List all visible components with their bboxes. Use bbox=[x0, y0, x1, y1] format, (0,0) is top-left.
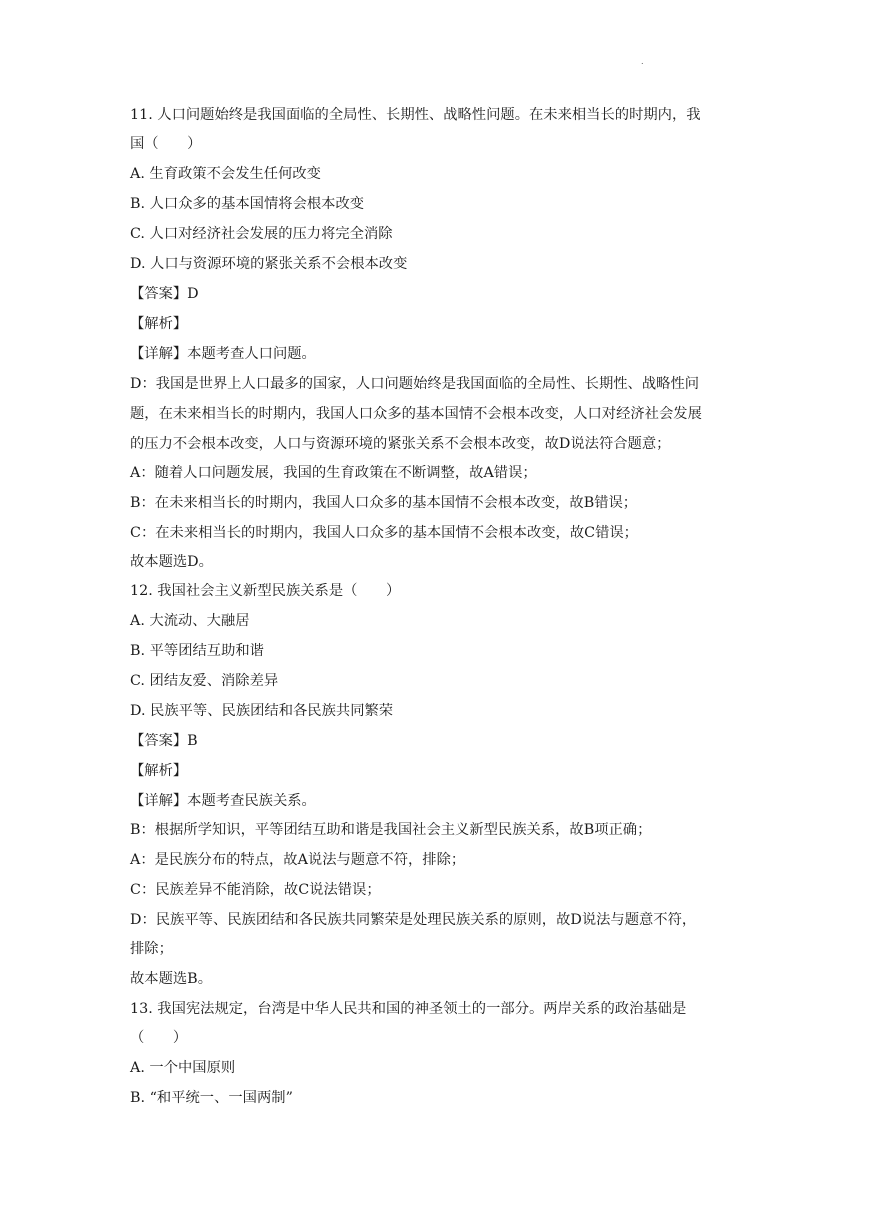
question-11-stem: 11. 人口问题始终是我国面临的全局性、长期性、战略性问题。在未来相当长的时期内，我 bbox=[130, 107, 701, 123]
explanation-11-d-line2: 题，在未来相当长的时期内，我国人口众多的基本国情不会根本改变，人口对经济社会发展 bbox=[130, 406, 702, 422]
option-12-c: C. 团结友爱、消除差异 bbox=[130, 673, 279, 689]
explanation-11-d-line3: 的压力不会根本改变，人口与资源环境的紧张关系不会根本改变，故D说法符合题意； bbox=[130, 436, 671, 452]
option-11-b: B. 人口众多的基本国情将会根本改变 bbox=[130, 196, 365, 212]
explanation-11-b: B：在未来相当长的时期内，我国人口众多的基本国情不会根本改变，故B错误； bbox=[130, 495, 638, 511]
question-13-stem: 13. 我国宪法规定，台湾是中华人民共和国的神圣领土的一部分。两岸关系的政治基础是 bbox=[130, 1001, 687, 1017]
option-11-c: C. 人口对经济社会发展的压力将完全消除 bbox=[130, 226, 393, 242]
option-12-d: D. 民族平等、民族团结和各民族共同繁荣 bbox=[130, 703, 394, 719]
explanation-11-d-line1: D：我国是世界上人口最多的国家，人口问题始终是我国面临的全局性、长期性、战略性问 bbox=[130, 376, 700, 392]
question-11-stem-cont: 国（ ） bbox=[130, 136, 202, 152]
option-12-a: A. 大流动、大融居 bbox=[130, 613, 250, 629]
question-13-stem-cont: （ ） bbox=[130, 1030, 188, 1046]
explanation-11-c: C：在未来相当长的时期内，我国人口众多的基本国情不会根本改变，故C错误； bbox=[130, 525, 638, 541]
explanation-12-b: B：根据所学知识，平等团结互助和谐是我国社会主义新型民族关系，故B项正确； bbox=[130, 822, 652, 838]
answer-11: 【答案】D bbox=[130, 286, 199, 302]
option-13-a: A. 一个中国原则 bbox=[130, 1060, 236, 1076]
analysis-heading-11: 【解析】 bbox=[130, 316, 188, 332]
explanation-11-a: A：随着人口问题发展，我国的生育政策在不断调整，故A错误； bbox=[130, 465, 537, 481]
explanation-12-c: C：民族差异不能消除，故C说法错误； bbox=[130, 882, 381, 898]
explanation-12-a: A：是民族分布的特点，故A说法与题意不符，排除； bbox=[130, 852, 466, 868]
answer-12: 【答案】B bbox=[130, 733, 198, 749]
option-13-b: B. “和平统一、一国两制” bbox=[130, 1090, 293, 1106]
question-12-stem: 12. 我国社会主义新型民族关系是（ ） bbox=[130, 583, 401, 599]
option-12-b: B. 平等团结互助和谐 bbox=[130, 643, 264, 659]
conclusion-12: 故本题选B。 bbox=[130, 971, 212, 987]
explanation-12-d-line2: 排除； bbox=[130, 941, 173, 957]
option-11-d: D. 人口与资源环境的紧张关系不会根本改变 bbox=[130, 256, 408, 272]
option-11-a: A. 生育政策不会发生任何改变 bbox=[130, 166, 321, 182]
header-dot: . bbox=[641, 57, 644, 66]
detail-11: 【详解】本题考查人口问题。 bbox=[130, 346, 316, 362]
conclusion-11: 故本题选D。 bbox=[130, 554, 213, 570]
analysis-heading-12: 【解析】 bbox=[130, 763, 188, 779]
explanation-12-d-line1: D：民族平等、民族团结和各民族共同繁荣是处理民族关系的原则，故D说法与题意不符， bbox=[130, 912, 697, 928]
detail-12: 【详解】本题考查民族关系。 bbox=[130, 793, 316, 809]
